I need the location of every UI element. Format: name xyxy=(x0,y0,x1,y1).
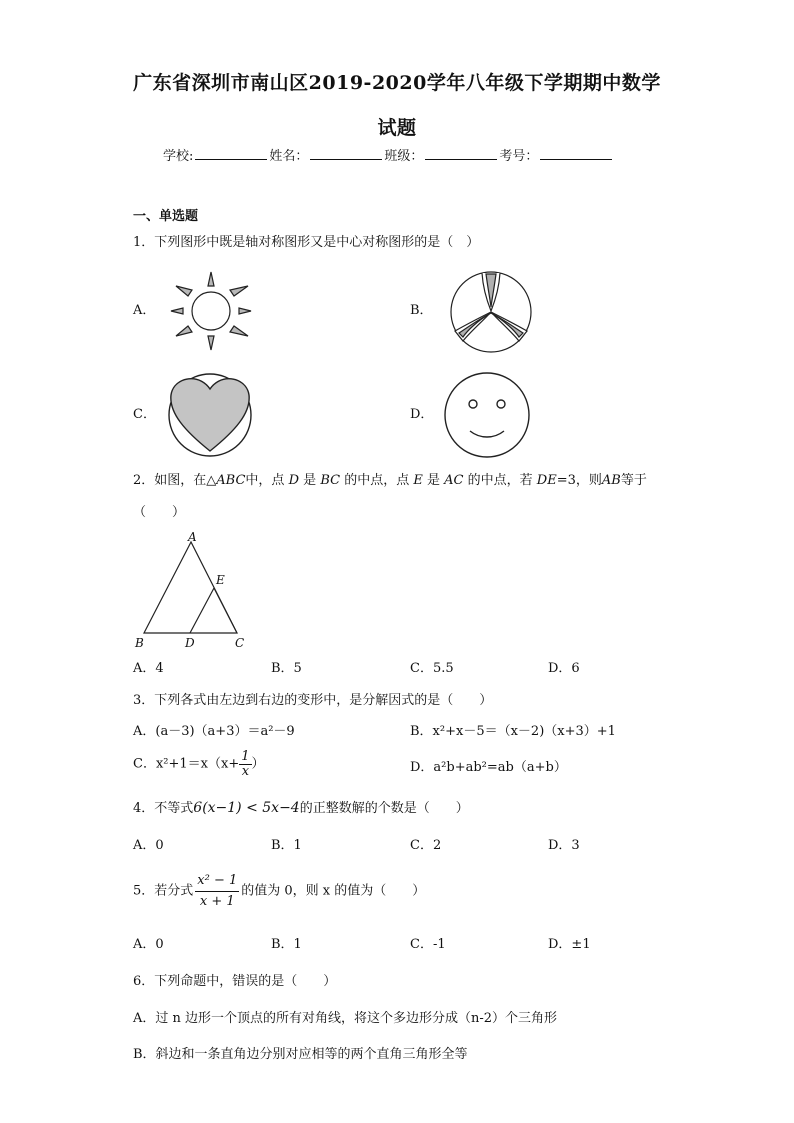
q2-var: BC xyxy=(320,473,341,488)
q2-text: 是 xyxy=(427,473,441,488)
name-field[interactable] xyxy=(310,147,382,160)
q2-option-b: B．5 xyxy=(271,661,302,676)
q3-c-text: C．x²+1＝x（x+ xyxy=(133,756,240,772)
q3-option-d: D．a²b+ab²=ab（a+b） xyxy=(410,760,567,775)
q2-var: ABC xyxy=(216,473,246,488)
q4-option-c: C．2 xyxy=(410,838,442,853)
page-title-line2: 试题 xyxy=(377,117,417,139)
label-a: A xyxy=(188,530,197,544)
question-2-stem-line2: （ ） xyxy=(133,505,186,520)
school-label: 学校: xyxy=(163,149,194,164)
q2-var: E xyxy=(413,473,423,488)
question-3-stem: 3．下列各式由左边到右边的变形中，是分解因式的是（ ） xyxy=(133,693,493,708)
q1-option-b-label: B． xyxy=(410,303,433,318)
q2-text: 等于 xyxy=(620,473,647,488)
fraction-denominator: x + 1 xyxy=(199,894,235,909)
q5-text: 的值为 0，则 x 的值为（ ） xyxy=(241,883,426,899)
q5-option-c: C．-1 xyxy=(410,937,446,952)
q4-inequality: 6(x−1) < 5x−4 xyxy=(193,800,300,816)
sun-figure xyxy=(168,268,258,354)
q5-text: 5．若分式 xyxy=(133,883,194,899)
school-field[interactable] xyxy=(195,147,267,160)
q6-option-b: B．斜边和一条直角边分别对应相等的两个直角三角形全等 xyxy=(133,1047,468,1062)
q2-option-c: C．5.5 xyxy=(410,661,454,676)
tri-blade-figure xyxy=(447,271,535,353)
q2-text: =3，则 xyxy=(556,473,602,488)
class-label: 班级： xyxy=(384,149,424,164)
question-4-stem xyxy=(133,800,469,817)
q2-var: AC xyxy=(444,473,464,488)
q2-text: 是 xyxy=(303,473,317,488)
label-c: C xyxy=(235,636,245,650)
class-field[interactable] xyxy=(425,147,497,160)
q1-option-d-label: D． xyxy=(410,407,434,422)
q3-option-a: A．(a－3)（a+3）＝a²－9 xyxy=(133,724,295,739)
q4-option-a: A．0 xyxy=(133,838,164,853)
q2-text: 的中点，若 xyxy=(467,473,533,488)
question-1-stem: 1．下列图形中既是轴对称图形又是中心对称图形的是（ ） xyxy=(133,235,480,250)
exam-no-field[interactable] xyxy=(540,147,612,160)
triangle-abc-figure xyxy=(130,528,260,656)
heart-figure xyxy=(165,373,257,459)
q4-option-b: B．1 xyxy=(271,838,302,853)
q2-text: 2．如图，在△ xyxy=(133,473,217,488)
q3-c-fraction xyxy=(239,750,251,779)
q2-option-d: D．6 xyxy=(548,661,580,676)
q3-c-text: ） xyxy=(251,756,265,772)
q2-var: AB xyxy=(601,473,621,488)
student-info-line xyxy=(163,147,614,165)
exam-no-label: 考号： xyxy=(499,149,539,164)
section-heading: 一、单选题 xyxy=(133,209,199,224)
q6-option-a: A．过 n 边形一个顶点的所有对角线，将这个多边形分成（n-2）个三角形 xyxy=(133,1011,558,1026)
question-6-stem: 6．下列命题中，错误的是（ ） xyxy=(133,974,337,989)
fraction-numerator: 1 xyxy=(241,749,250,764)
q4-text: 4．不等式 xyxy=(133,801,194,816)
q2-var: DE xyxy=(536,473,557,488)
label-e: E xyxy=(216,573,225,587)
name-label: 姓名： xyxy=(269,149,309,164)
q2-text: 的中点，点 xyxy=(344,473,410,488)
q2-text: 中，点 xyxy=(245,473,285,488)
q1-option-c-label: C． xyxy=(133,407,156,422)
question-5-stem xyxy=(133,874,425,909)
q3-option-c xyxy=(133,750,265,779)
page-title: 广东省深圳市南山区2019-2020学年八年级下学期期中数学 xyxy=(133,72,661,94)
q5-option-a: A．0 xyxy=(133,937,164,952)
q1-option-a-label: A． xyxy=(133,303,156,318)
q2-option-a: A．4 xyxy=(133,661,164,676)
q4-text: 的正整数解的个数是（ ） xyxy=(299,801,469,816)
q5-fraction xyxy=(195,874,239,909)
label-d: D xyxy=(185,636,195,650)
question-2-stem xyxy=(133,473,647,489)
q3-option-b: B．x²+x－5＝（x－2)（x+3）+1 xyxy=(410,724,616,739)
fraction-numerator: x² − 1 xyxy=(195,874,239,892)
label-b: B xyxy=(135,636,144,650)
q4-option-d: D．3 xyxy=(548,838,580,853)
q5-option-d: D．±1 xyxy=(548,937,591,952)
fraction-denominator: x xyxy=(241,764,250,779)
q2-var: D xyxy=(288,473,300,488)
smiley-figure xyxy=(442,373,532,459)
q5-option-b: B．1 xyxy=(271,937,302,952)
